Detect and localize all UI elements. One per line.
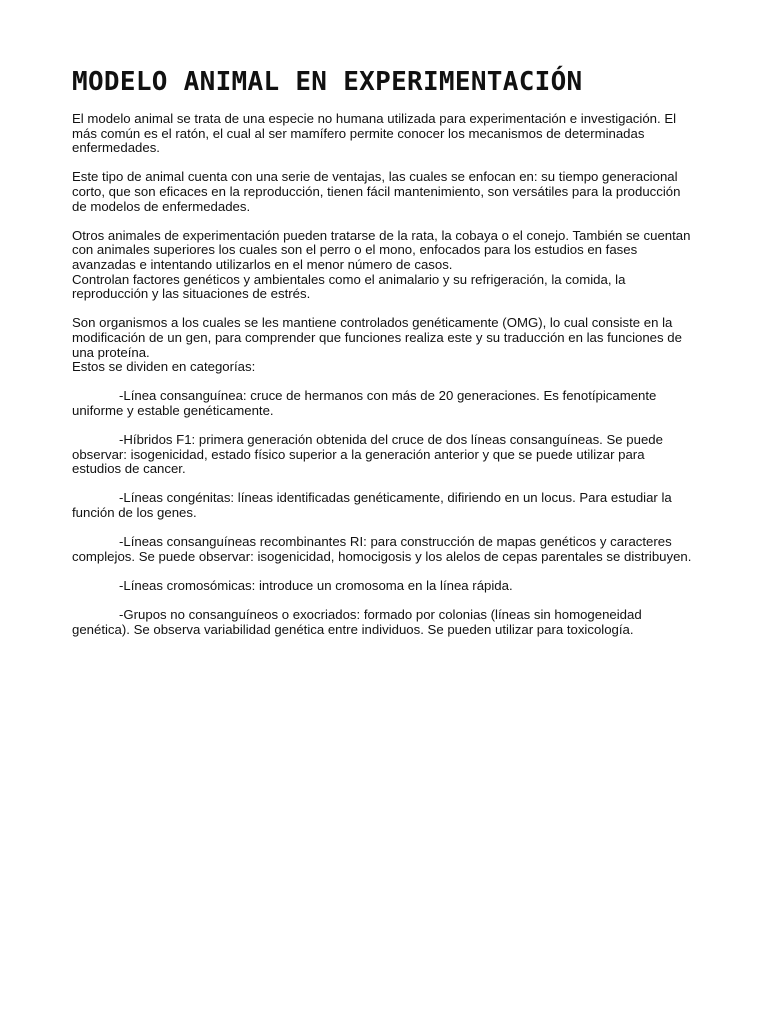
- category-item-lineas-congenitas: -Líneas congénitas: líneas identificadas genéticamente, difiriendo en un locus. Para estudiar la función de los genes.: [72, 490, 672, 521]
- category-item-hibridos-f1: -Híbridos F1: primera generación obtenida del cruce de dos líneas consanguíneas. Se puede observar: isogenicidad, estado físico superior a la generación anterior y que se puede utilizar para estudios de cancer.: [72, 432, 663, 477]
- category-item-lineas-cromosomicas: -Líneas cromosómicas: introduce un cromosoma en la línea rápida.: [119, 578, 513, 593]
- paragraph-other-animals: Otros animales de experimentación pueden tratarse de la rata, la cobaya o el conejo. También se cuentan con animales superiores los cuales son el perro o el mono, enfocados para los estudios en fases avanzadas e intentando utilizarlos en el menor número de casos.: [72, 227, 691, 272]
- paragraph-advantages: Este tipo de animal cuenta con una serie de ventajas, las cuales se enfocan en: su tiempo generacional corto, que son eficaces en la reproducción, tienen fácil mantenimiento, son versátiles para la producción de modelos de enfermedades.: [72, 169, 681, 214]
- paragraph-omg: Son organismos a los cuales se les mantiene controlados genéticamente (OMG), lo cual consiste en la modificación de un gen, para comprender que funciones realiza este y su traducción en las funciones de una proteína.: [72, 315, 682, 360]
- paragraph-categories-intro: Estos se dividen en categorías:: [72, 359, 256, 375]
- paragraph-factors: Controlan factores genéticos y ambientales como el animalario y su refrigeración, la comida, la reproducción y las situaciones de estrés.: [72, 271, 626, 302]
- category-item-linea-consanguinea: -Línea consanguínea: cruce de hermanos con más de 20 generaciones. Es fenotípicamente uniforme y estable genéticamente.: [72, 388, 657, 418]
- category-item-lineas-recombinantes: -Líneas consanguíneas recombinantes RI: para construcción de mapas genéticos y caracteres complejos. Se puede observar: isogenicidad, homocigosis y los alelos de cepas parentales se distribuyen.: [72, 534, 692, 564]
- paragraph-intro: El modelo animal se trata de una especie no humana utilizada para experimentación e investigación. El más común es el ratón, el cual al ser mamífero permite conocer los mecanismos de determinadas enfermedades.: [72, 111, 677, 156]
- page-title: MODELO ANIMAL EN EXPERIMENTACIÓN: [72, 67, 583, 97]
- category-item-grupos-exocriados: -Grupos no consanguíneos o exocriados: formado por colonias (líneas sin homogeneidad genética). Se observa variabilidad genética entre individuos. Se pueden utilizar para toxicología.: [72, 607, 642, 637]
- document-body: [72, 112, 692, 652]
